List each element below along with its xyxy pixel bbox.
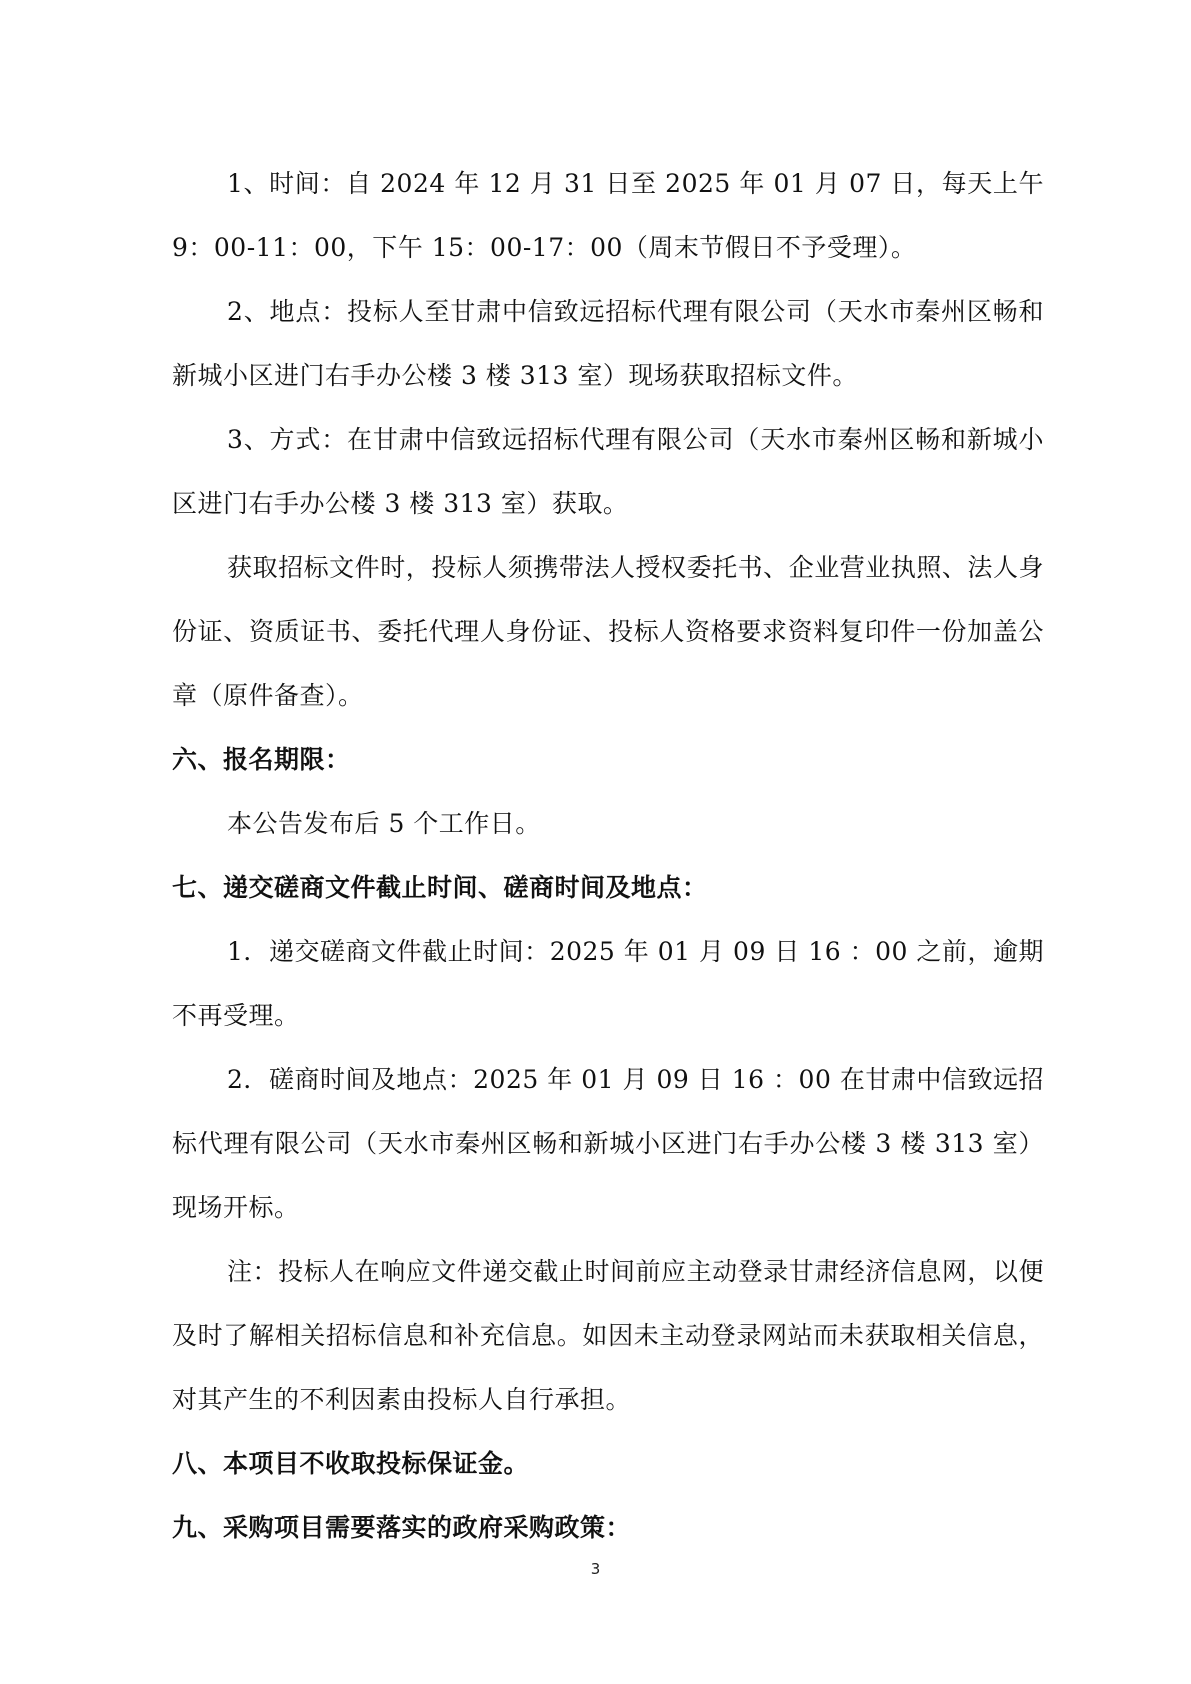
paragraph-submission-deadline: 1．递交磋商文件截止时间：2025 年 01 月 09 日 16 ：00 之前，逾期不再受理。 (172, 937, 1044, 1030)
page-number: 3 (590, 1560, 601, 1578)
paragraph-time: 1、时间：自 2024 年 12 月 31 日至 2025 年 01 月 07 日，每天上午 9：00-11：00，下午 15：00-17：00（周末节假日不予受理）。 (172, 169, 1044, 262)
paragraph-consultation-time-location: 2．磋商时间及地点：2025 年 01 月 09 日 16 ：00 在甘肃中信致远招标代理有限公司（天水市秦州区畅和新城小区进门右手办公楼 3 楼 313 室）现场开标。 (172, 1065, 1044, 1222)
paragraph-location: 2、地点：投标人至甘肃中信致远招标代理有限公司（天水市秦州区畅和新城小区进门右手办公楼 3 楼 313 室）现场获取招标文件。 (172, 297, 1044, 390)
section-heading-submission-deadline: 七、递交磋商文件截止时间、磋商时间及地点： (172, 873, 708, 902)
section-heading-registration-period: 六、报名期限： (172, 745, 351, 774)
paragraph-required-documents: 获取招标文件时，投标人须携带法人授权委托书、企业营业执照、法人身份证、资质证书、委托代理人身份证、投标人资格要求资料复印件一份加盖公章（原件备查）。 (172, 553, 1044, 710)
paragraph-note: 注：投标人在响应文件递交截止时间前应主动登录甘肃经济信息网，以便及时了解相关招标信息和补充信息。如因未主动登录网站而未获取相关信息，对其产生的不利因素由投标人自行承担。 (172, 1257, 1044, 1414)
section-heading-no-deposit: 八、本项目不收取投标保证金。 (172, 1449, 530, 1478)
document-body (172, 152, 1044, 1560)
paragraph-method: 3、方式：在甘肃中信致远招标代理有限公司（天水市秦州区畅和新城小区进门右手办公楼 3 楼 313 室）获取。 (172, 425, 1044, 518)
section-heading-procurement-policy: 九、采购项目需要落实的政府采购政策： (172, 1513, 632, 1542)
paragraph-registration-period: 本公告发布后 5 个工作日。 (227, 809, 541, 838)
